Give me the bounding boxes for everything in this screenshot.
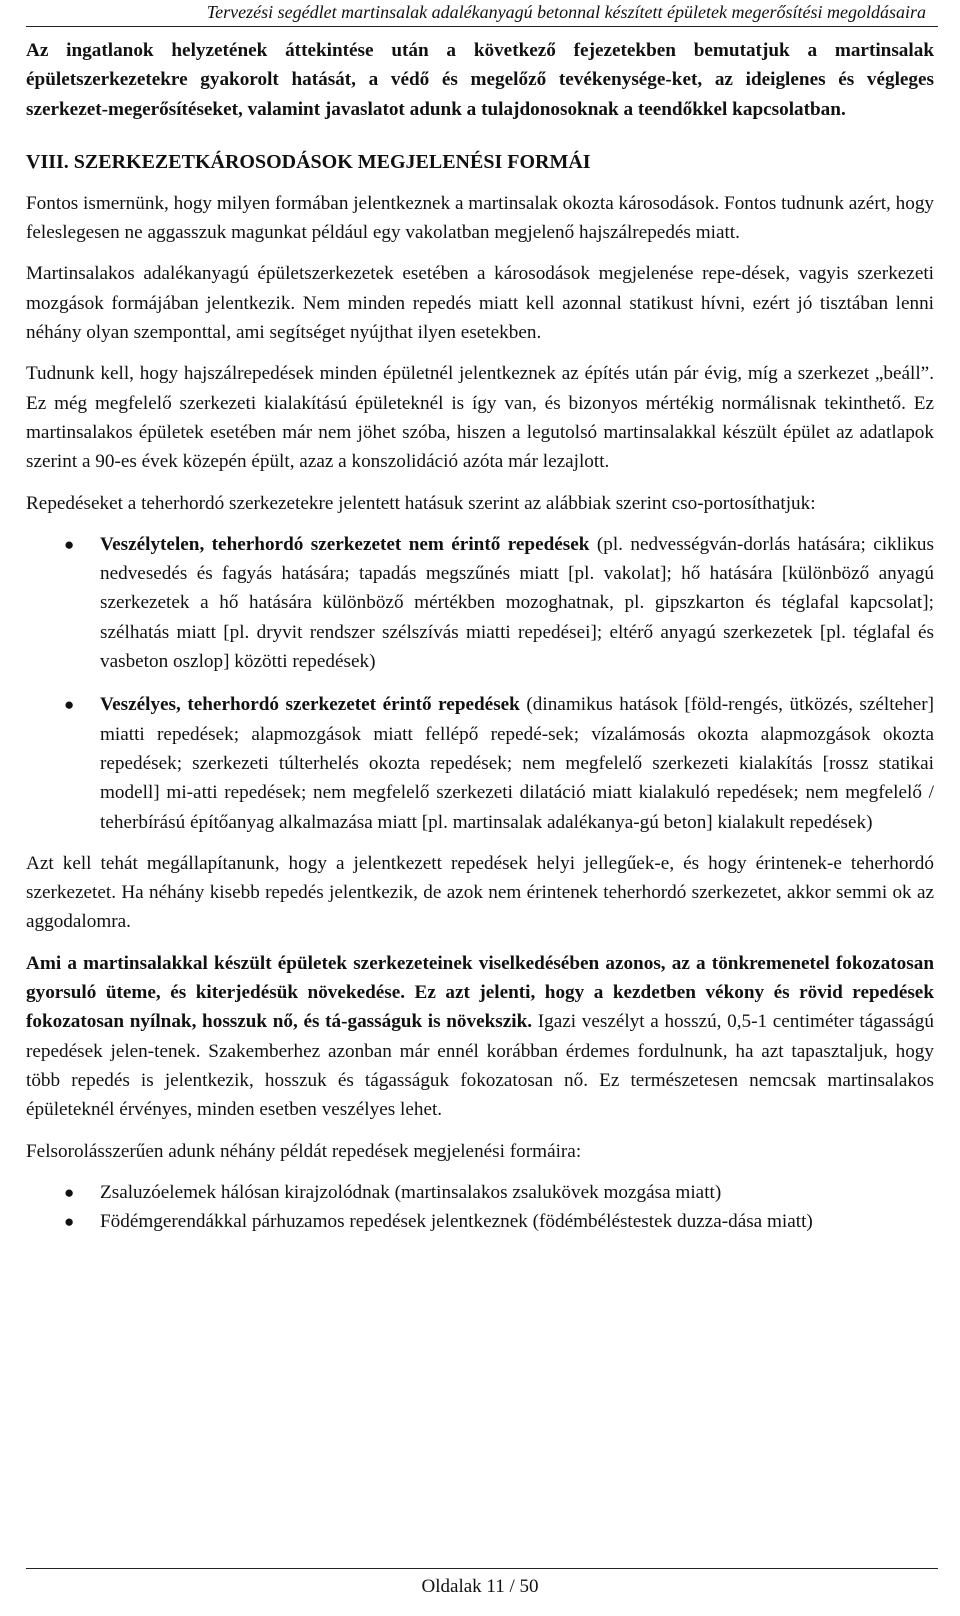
page-footer xyxy=(0,1576,960,1598)
page-number: Oldalak 11 / 50 xyxy=(421,1576,539,1597)
paragraph-2: Martinsalakos adalékanyagú épületszerkezetek esetében a károsodások megjelenése repe-dések, vagyis szerkezeti mozgások formájában jelentkezik. Nem minden repedés miatt kell azonnal statikust hívni, ezért jó tisztában lenni néhány olyan szemponttal, ami segítséget nyújthat ilyen esetekben. xyxy=(26,263,934,344)
header-title: Tervezési segédlet martinsalak adalékanyagú betonnal készített épületek megerősítési megoldásaira xyxy=(206,2,926,22)
list-item xyxy=(26,530,934,676)
list-item xyxy=(26,690,934,836)
list-item-text: Zsaluzóelemek hálósan kirajzolódnak (martinsalakos zsalukövek mozgása miatt) xyxy=(100,1181,722,1203)
list-item-bold: Veszélytelen, teherhordó szerkezetet nem érintő repedések xyxy=(100,533,590,555)
page-header xyxy=(0,0,960,28)
paragraph-6-text: Igazi veszélyt a hosszú, 0,5-1 centiméter tágasságú repedések jelen-tenek. Szakemberhez azonban már ennél korábban érdemes fordulnunk, ha azt tapasztaljuk, hogy több repedés is jelentkezik, hosszuk és tágasságuk fokozatosan nő. Ez természetesen nemcsak martinsalakos épületeknél érvényes, minden esetben veszélyes lehet. xyxy=(26,1011,934,1121)
page-content xyxy=(26,36,934,1248)
intro-paragraph: Az ingatlanok helyzetének áttekintése után a következő fejezetekben bemutatjuk a martinsalak épületszerkezetekre gyakorolt hatását, a védő és megelőző tevékenysége-ket, az ideiglenes és végleges szerkezet-megerősítéseket, valamint javaslatot adunk a tulajdonosoknak a teendőkkel kapcsolatban. xyxy=(26,40,934,120)
section-heading: VIII. SZERKEZETKÁROSODÁSOK MEGJELENÉSI FORMÁI xyxy=(26,150,591,173)
paragraph-5: Azt kell tehát megállapítanunk, hogy a jelentkezett repedések helyi jellegűek-e, és hogy érintenek-e teherhordó szerkezetet. Ha néhány kisebb repedés jelentkezik, de azok nem érintenek teherhordó szerkezetet, akkor semmi ok az aggodalomra. xyxy=(26,852,934,933)
paragraph-7: Felsorolásszerűen adunk néhány példát repedések megjelenési formáira: xyxy=(26,1140,582,1162)
header-divider xyxy=(26,26,938,27)
paragraph-1: Fontos ismernünk, hogy milyen formában jelentkeznek a martinsalak okozta károsodások. Fontos tudnunk azért, hogy feleslegesen ne aggasszuk magunkat például egy vakolatban megjelenő hajszálrepedés miatt. xyxy=(26,192,935,244)
crack-category-list xyxy=(26,530,934,837)
list-item-text: (dinamikus hatások [föld-rengés, ütközés, szélteher] miatti repedések; alapmozgások miatt fellépő repedé-sek; vízalámosás okozta alapmozgások okozta repedések; szerkezeti túlterhelés okozta repedések; nem megfelelő szerkezeti kialakítás [rossz statikai modell] mi-atti repedések; nem megfelelő szerkezeti dilatáció miatt kialakuló repedések; nem megfelelő / teherbírású építőanyag alkalmazása miatt [pl. martinsalak adalékanya-gú beton] kialakult repedések) xyxy=(100,694,934,833)
crack-examples-list xyxy=(26,1178,934,1237)
list-item xyxy=(26,1178,934,1207)
list-item-text: (pl. nedvességván-dorlás hatására; ciklikus nedvesedés és fagyás hatására; tapadás megszűnés miatt [pl. vakolat]; hő hatására [különböző anyagú szerkezetek a hő hatására különböző mértékben mozoghatnak, pl. gipszkarton és téglafal kapcsolat]; szélhatás miatt [pl. dryvit rendszer szélszívás miatti repedései]; eltérő anyagú szerkezetek [pl. téglafal és vasbeton oszlop] közötti repedések) xyxy=(100,533,934,673)
bullet-icon: ● xyxy=(64,1212,75,1232)
list-item-text: Födémgerendákkal párhuzamos repedések jelentkeznek (födémbéléstestek duzza-dása miatt) xyxy=(100,1211,813,1233)
paragraph-6-bold: Ami a martinsalakkal készült épületek szerkezeteinek viselkedésében azonos, az a tönkremenetel fokozatosan gyorsuló üteme, és kiterjedésük növekedése. Ez azt jelenti, hogy a kezdetben vékony és rövid repedések fokozatosan nyílnak, hosszuk nő, és tá-gasságuk is növekszik. xyxy=(26,952,934,1033)
bullet-icon: ● xyxy=(64,695,75,715)
list-item xyxy=(26,1207,934,1236)
paragraph-4: Repedéseket a teherhordó szerkezetekre jelentett hatásuk szerint az alábbiak szerint cso-portosíthatjuk: xyxy=(26,492,816,514)
paragraph-3: Tudnunk kell, hogy hajszálrepedések minden épületnél jelentkeznek az építés után pár évig, míg a szerkezet „beáll”. Ez még megfelelő szerkezeti kialakítású épületeknél is így van, és bizonyos mértékig normálisnak tekinthető. Ez martinsalakos épületek esetében már nem jöhet szóba, hiszen a legutolsó martinsalakkal készült épület az adatlapok szerint a 90-es évek közepén épült, azaz a konszolidáció azóta már lezajlott. xyxy=(26,363,934,473)
bullet-icon: ● xyxy=(64,534,75,554)
list-item-bold: Veszélyes, teherhordó szerkezetet érintő repedések xyxy=(100,694,520,716)
bullet-icon: ● xyxy=(64,1182,75,1202)
paragraph-6 xyxy=(26,949,934,1125)
footer-divider xyxy=(26,1568,938,1569)
